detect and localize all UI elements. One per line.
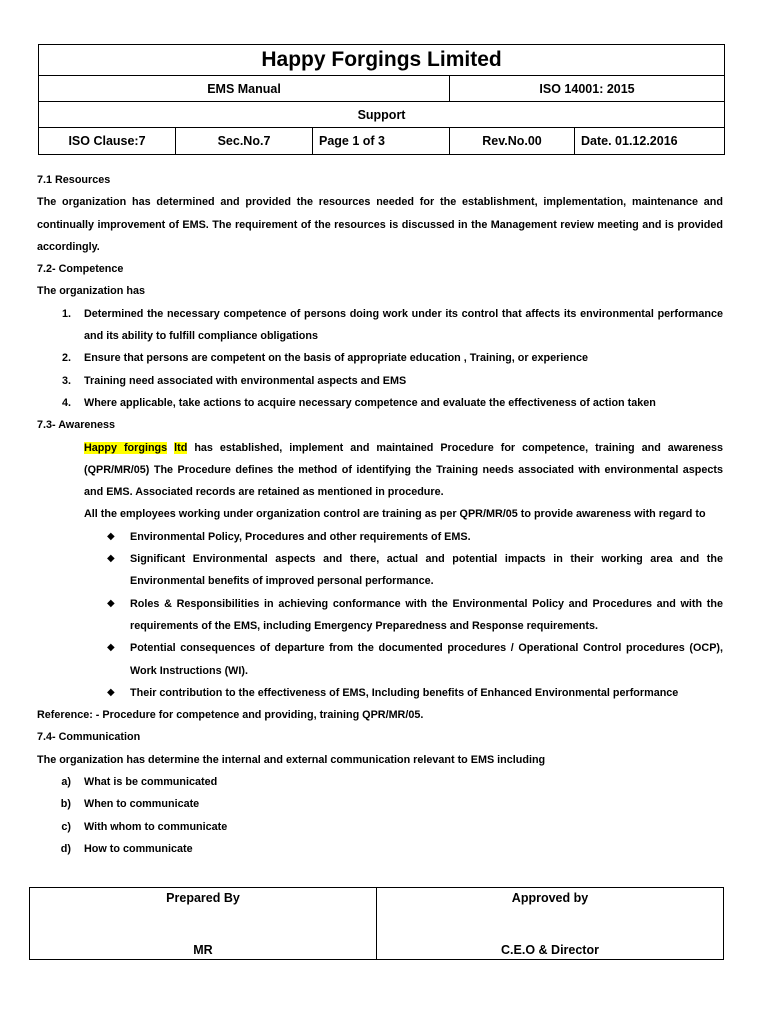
diamond-bullet-icon: ◆ [107, 642, 115, 654]
list-item-text: When to communicate [84, 798, 200, 811]
awareness-paragraph-2: All the employees working under organization control are training as per QPR/MR/05 to provide awareness with regard to [84, 508, 706, 521]
diamond-bullet-icon: ◆ [107, 530, 115, 542]
approved-label: Approved by [511, 891, 589, 905]
standard-name: ISO 14001: 2015 [450, 76, 725, 102]
list-item [37, 548, 723, 593]
list-item-text: Training need associated with environmental aspects and EMS [84, 374, 407, 387]
document-body [37, 169, 723, 860]
diamond-bullet-icon: ◆ [107, 553, 115, 565]
awareness-bullet-list [37, 526, 723, 704]
signature-table [29, 887, 724, 960]
list-item [37, 593, 723, 638]
list-item [37, 838, 723, 860]
list-marker: 3. [61, 374, 71, 387]
list-item [37, 303, 723, 348]
list-item-text: With whom to communicate [84, 820, 228, 833]
section-title: Support [39, 102, 725, 128]
list-item-text: Significant Environmental aspects and there, actual and potential impacts in their working area and the Environmental benefits of improved personal performance. [130, 553, 723, 588]
approved-by: C.E.O & Director [501, 943, 599, 957]
list-marker: b) [60, 798, 71, 811]
list-marker: 2. [61, 352, 71, 365]
competence-intro: The organization has [37, 285, 145, 298]
page-number: Page 1 of 3 [313, 128, 450, 155]
list-item [37, 793, 723, 815]
list-item-text: Environmental Policy, Procedures and other requirements of EMS. [130, 530, 471, 543]
section-heading-competence: 7.2- Competence [37, 263, 124, 276]
list-item-text: Their contribution to the effectiveness of EMS, Including benefits of Enhanced Environmental performance [130, 686, 679, 699]
document-date: Date. 01.12.2016 [575, 128, 725, 155]
list-item-text: Potential consequences of departure from the documented procedures / Operational Control procedures (OCP), Work Instructions (WI). [130, 642, 723, 677]
competence-list [37, 303, 723, 414]
resources-paragraph: The organization has determined and provided the resources needed for the establishment, implementation, maintenance and continually improvement of EMS. The requirement of the resources is discussed in the Management review meeting and is provided accordingly. [37, 196, 723, 253]
list-item-text: What is be communicated [84, 776, 218, 789]
communication-list [37, 771, 723, 860]
list-item [37, 392, 723, 414]
list-marker: a) [61, 776, 71, 789]
iso-clause: ISO Clause:7 [39, 128, 176, 155]
list-marker: d) [60, 842, 71, 855]
highlighted-ltd: ltd [174, 441, 188, 454]
prepared-label: Prepared By [166, 891, 240, 905]
diamond-bullet-icon: ◆ [107, 597, 115, 609]
manual-name: EMS Manual [39, 76, 450, 102]
revision-number: Rev.No.00 [450, 128, 575, 155]
list-marker: 4. [61, 396, 71, 409]
list-marker: c) [61, 820, 71, 833]
section-heading-communication: 7.4- Communication [37, 731, 141, 744]
list-item [37, 771, 723, 793]
communication-intro: The organization has determine the internal and external communication relevant to EMS including [37, 753, 546, 766]
company-name: Happy Forgings Limited [39, 45, 725, 76]
diamond-bullet-icon: ◆ [107, 686, 115, 698]
awareness-paragraph-1 [37, 437, 723, 504]
section-number: Sec.No.7 [176, 128, 313, 155]
list-item-text: Ensure that persons are competent on the basis of appropriate education , Training, or experience [84, 352, 588, 365]
list-item [37, 526, 723, 548]
list-item [37, 637, 723, 682]
list-item [37, 370, 723, 392]
section-heading-awareness: 7.3- Awareness [37, 419, 116, 432]
list-item-text: Where applicable, take actions to acquire necessary competence and evaluate the effectiveness of action taken [84, 396, 656, 409]
header-table [38, 44, 725, 155]
prepared-by: MR [193, 943, 213, 957]
list-item-text: How to communicate [84, 842, 193, 855]
list-item-text: Determined the necessary competence of persons doing work under its control that affects its environmental performance and its ability to fulfill compliance obligations [84, 307, 723, 343]
section-heading-resources: 7.1 Resources [37, 174, 111, 186]
list-item-text: Roles & Responsibilities in achieving conformance with the Environmental Policy and Procedures and with the requirements of the EMS, including Emergency Preparedness and Response requirements. [130, 597, 723, 632]
highlighted-company: Happy forgings [84, 441, 168, 454]
list-item [37, 682, 723, 704]
approved-cell [377, 888, 724, 960]
awareness-text: has established, implement and maintained Procedure for competence, training and awareness (QPR/MR/05) The Procedure defines the method of identifying the Training needs associated with environmental aspects and EMS. Associated records are retained as mentioned in procedure. [84, 441, 724, 499]
prepared-cell [30, 888, 377, 960]
list-marker: 1. [61, 307, 71, 320]
reference-line: Reference: - Procedure for competence and providing, training QPR/MR/05. [37, 709, 424, 722]
list-item [37, 347, 723, 369]
list-item [37, 816, 723, 838]
